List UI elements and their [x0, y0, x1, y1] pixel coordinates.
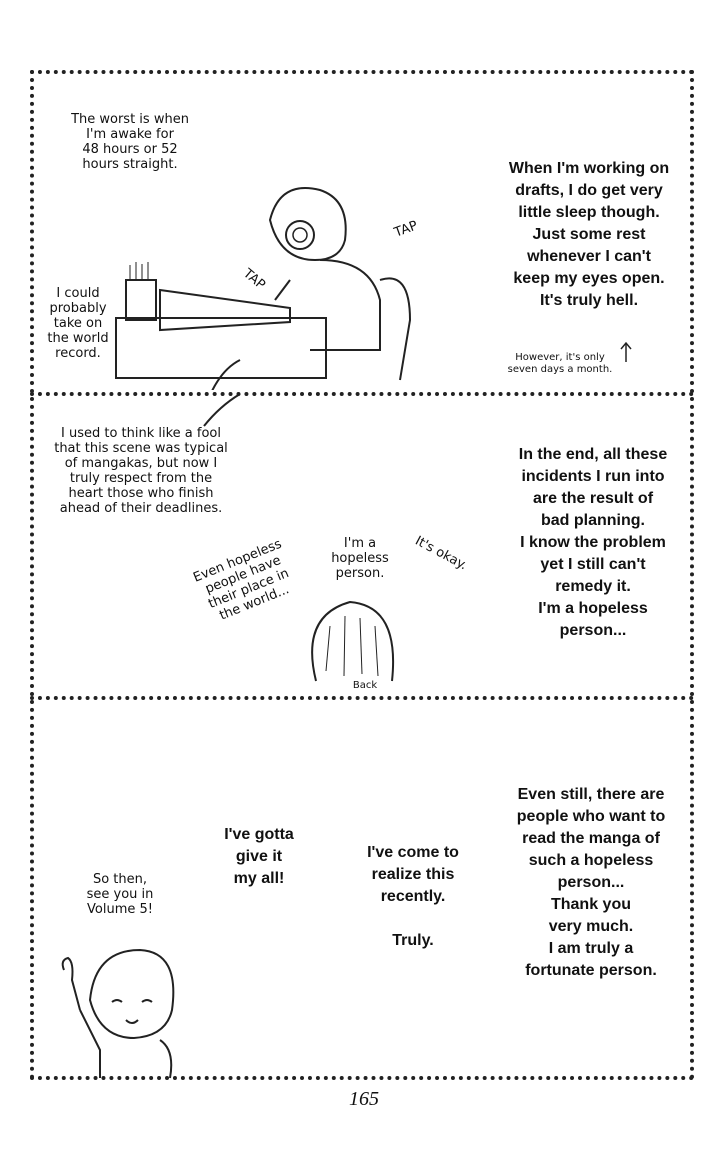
panel2-note-top-left: I used to think like a fool that this scene was typical of mangakas, but now I truly respect from the heart those who finish ahead of their deadlines.	[54, 426, 228, 516]
panel3-main-text: Even still, there are people who want to read the manga of such a hopeless person... Thank you very much. I am truly a fortunate person.	[516, 786, 666, 979]
panel-divider-2	[30, 696, 694, 700]
panel2-bubble-right: It's okay.	[412, 533, 470, 574]
panel1-note-top-left: The worst is when I'm awake for 48 hours or 52 hours straight.	[71, 112, 189, 172]
panel1-main-text: When I'm working on drafts, I do get very little sleep though. Just some rest whenever I can't keep my eyes open. It's truly hell.	[508, 160, 670, 309]
panel1-drawing-artist-at-desk	[100, 150, 440, 390]
panel1-sfx-tap-1: TAP	[392, 218, 420, 241]
panel2-bubble-left: Even hopeless people have their place in the world...	[191, 536, 292, 624]
panel1-sfx-tap-2: TAP	[240, 266, 268, 293]
panel2-main-text: In the end, all these incidents I run into are the result of bad planning. I know the problem yet I still can't remedy it. I'm a hopeless person...	[518, 446, 668, 639]
panel3-text-realize: I've come to realize this recently. Truly.	[367, 844, 459, 949]
panel1-footnote: However, it's only seven days a month.	[507, 352, 613, 375]
panel3-note-left: So then, see you in Volume 5!	[86, 872, 154, 917]
panel3-drawing-waving-figure	[50, 940, 190, 1080]
panel2-back-label: Back	[352, 680, 378, 691]
panel1-note-left: I could probably take on the world record.	[47, 286, 109, 361]
panel3-text-give: I've gotta give it my all!	[224, 826, 294, 887]
page-number: 165	[349, 1088, 379, 1110]
panel1-arrow-icon	[616, 340, 636, 364]
panel2-drawing-figure-back	[180, 386, 420, 696]
panel2-bubble-mid: I'm a hopeless person.	[331, 536, 389, 581]
